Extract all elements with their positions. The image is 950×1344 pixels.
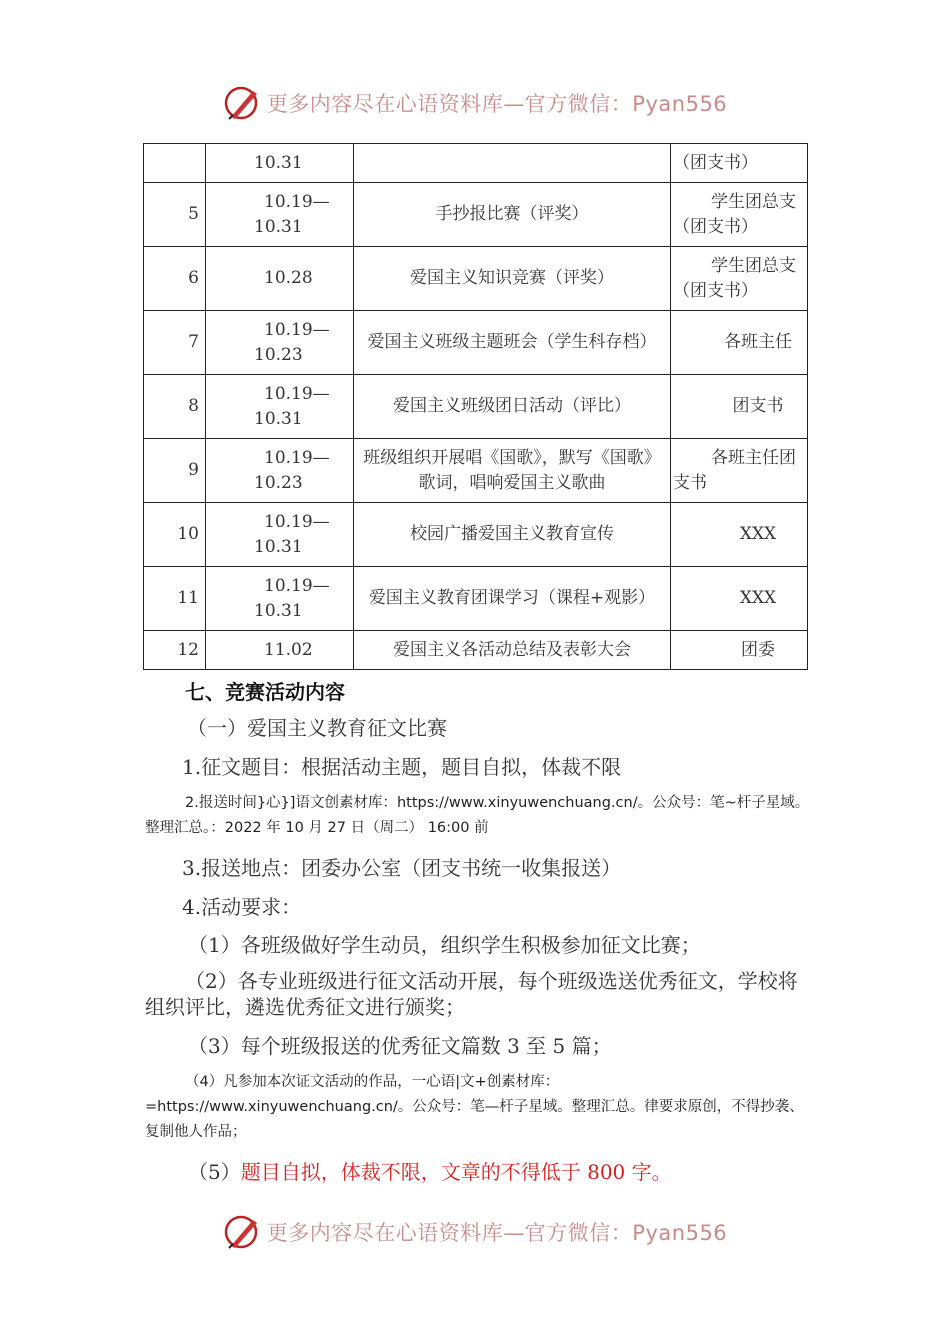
row-activity: 爱国主义教育团课学习（课程+观影） [354, 567, 671, 631]
date-start: 10.19— [264, 511, 330, 532]
row-owner [671, 503, 808, 567]
row-date [206, 144, 354, 183]
row-number: 11 [144, 567, 206, 631]
row-owner [671, 183, 808, 247]
banner-text: 更多内容尽在心语资料库—官方微信：Pyan556 [266, 1221, 728, 1245]
banner-text: 更多内容尽在心语资料库—官方微信：Pyan556 [266, 92, 728, 116]
date-start: 10.19— [264, 319, 330, 340]
row-activity: 爱国主义班级团日活动（评比） [354, 375, 671, 439]
row-number: 8 [144, 375, 206, 439]
row-owner [671, 247, 808, 311]
footer-banner [0, 1207, 950, 1257]
row-owner [671, 631, 808, 670]
requirement-3: （3）每个班级报送的优秀征文篇数 3 至 5 篇； [188, 1034, 612, 1058]
requirement-4: （4）凡参加本次证文活动的作品，一心语|文+创素材库：=https://www.xinyuwenchuang.cn/。公众号：笔—杆子星域。整理汇总。律要求原创，不得抄袭、复制他人作品； [145, 1074, 804, 1140]
row-number: 9 [144, 439, 206, 503]
row-activity [354, 144, 671, 183]
item-4: 4.活动要求： [182, 895, 302, 919]
section-heading: 七、竞赛活动内容 [185, 680, 345, 704]
date-start: 10.19— [264, 191, 330, 212]
row-number: 5 [144, 183, 206, 247]
row-number: 12 [144, 631, 206, 670]
activity-schedule-table [143, 143, 808, 670]
table-row [144, 567, 808, 631]
date-end: 10.31 [254, 600, 303, 621]
row-date [206, 567, 354, 631]
subsection-title: （一）爱国主义教育征文比赛 [187, 716, 447, 740]
date-end: 10.31 [254, 536, 303, 557]
owner-line-2: （团支书） [673, 216, 758, 237]
table-row [144, 311, 808, 375]
date-end: 10.31 [254, 408, 303, 429]
row-activity: 爱国主义班级主题班会（学生科存档） [354, 311, 671, 375]
owner-line-1: 团支书 [732, 396, 784, 416]
table-row [144, 375, 808, 439]
row-date [206, 247, 354, 311]
row-owner [671, 144, 808, 183]
table-row [144, 631, 808, 670]
date-start: 10.19— [264, 383, 330, 404]
owner-line-2: （团支书） [673, 280, 758, 301]
row-activity: 校园广播爱国主义教育宣传 [354, 503, 671, 567]
row-date [206, 311, 354, 375]
header-banner [0, 78, 950, 128]
row-date [206, 503, 354, 567]
owner-line-1: 学生团总支 [711, 191, 796, 212]
row-activity: 爱国主义知识竞赛（评奖） [354, 247, 671, 311]
date-start: 11.02 [264, 639, 313, 660]
row-number: 10 [144, 503, 206, 567]
date-start: 10.28 [264, 268, 313, 288]
requirement-1: （1）各班级做好学生动员，组织学生积极参加征文比赛； [188, 933, 701, 957]
row-activity: 爱国主义各活动总结及表彰大会 [354, 631, 671, 670]
date-end: 10.31 [254, 216, 303, 237]
date-start: 10.19— [264, 575, 330, 596]
owner-line-1: 团委 [741, 639, 775, 660]
item-3: 3.报送地点：团委办公室（团支书统一收集报送） [182, 856, 622, 880]
row-owner [671, 567, 808, 631]
table-row [144, 439, 808, 503]
owner-line-1: XXX [739, 588, 777, 608]
table-row [144, 503, 808, 567]
row-number [144, 144, 206, 183]
date-end: 10.23 [254, 472, 303, 493]
pen-logo-icon [223, 83, 263, 123]
item-2: 2.报送时间}心}]语文创素材库：https://www.xinyuwenchuang.cn/。公众号：笔~杆子星域。整理汇总。：2022 年 10 月 27 日（周二） 16:00 前 [145, 795, 810, 836]
row-owner [671, 311, 808, 375]
owner-line-2: （团支书） [673, 152, 758, 173]
requirement-2: （2）各专业班级进行征文活动开展，每个班级选送优秀征文，学校将组织评比，遴选优秀征文进行颁奖； [145, 969, 798, 1019]
table-row [144, 144, 808, 183]
owner-line-1: 学生团总支 [711, 255, 796, 276]
date-end: 10.23 [254, 344, 303, 365]
row-date [206, 439, 354, 503]
requirement-5: （5）题目自拟，体裁不限，文章的不得低于 800 字。 [188, 1160, 672, 1184]
owner-line-2: 支书 [673, 472, 707, 493]
row-date [206, 183, 354, 247]
pen-logo-icon [223, 1212, 263, 1252]
owner-line-1: 各班主任 [724, 332, 792, 352]
row-number: 7 [144, 311, 206, 375]
owner-line-1: XXX [739, 524, 777, 544]
owner-line-1: 各班主任团 [711, 447, 796, 468]
row-date [206, 631, 354, 670]
row-activity: 班级组织开展唱《国歌》，默写《国歌》歌词，唱响爱国主义歌曲 [354, 439, 671, 503]
row-owner [671, 375, 808, 439]
date-end: 10.31 [254, 152, 303, 173]
date-start: 10.19— [264, 447, 330, 468]
table-row [144, 247, 808, 311]
row-owner [671, 439, 808, 503]
table-row [144, 183, 808, 247]
row-number: 6 [144, 247, 206, 311]
item-1: 1.征文题目：根据活动主题，题目自拟，体裁不限 [182, 755, 622, 779]
row-activity: 手抄报比赛（评奖） [354, 183, 671, 247]
row-date [206, 375, 354, 439]
